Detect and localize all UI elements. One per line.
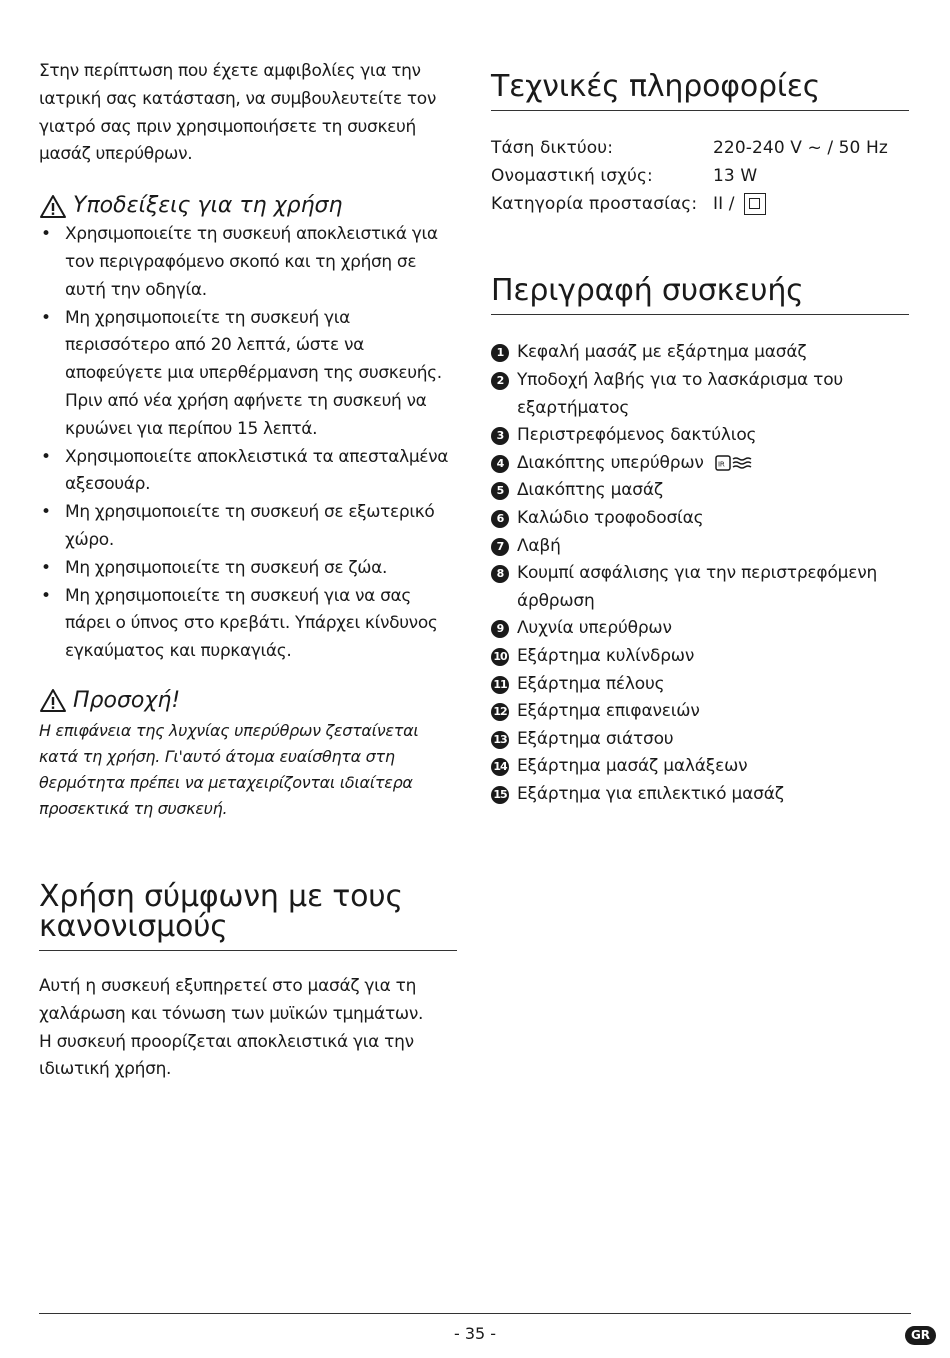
spec-label: Κατηγορία προστασίας:	[491, 193, 698, 214]
part-label: Εξάρτημα πέλους	[517, 673, 665, 694]
spec-label: Τάση δικτύου:	[491, 138, 614, 158]
parts-list	[491, 339, 911, 808]
number-badge: 5	[491, 482, 509, 500]
list-item	[491, 753, 911, 781]
list-item	[491, 671, 911, 699]
language-badge: GR	[905, 1326, 936, 1345]
caution-text: Η επιφάνεια της λυχνίας υπερύθρων ζεσταίνεται κατά τη χρήση. Γι'αυτό άτομα ευαίσθητα στη θερμότητα πρέπει να μεταχειρίζονται ιδιαίτερα προσεκτικά τη συσκευή.	[39, 720, 419, 818]
protection-class-ii-icon	[744, 193, 766, 215]
number-badge: 2	[491, 372, 509, 390]
list-item	[491, 698, 911, 726]
part-label: Εξάρτημα κυλίνδρων	[517, 645, 695, 666]
warning-icon	[39, 194, 67, 219]
list-item: • Χρησιμοποιείτε τη συσκευή αποκλειστικά για τον περιγραφόμενο σκοπό και τη χρήση σε αυτή την οδηγία.	[39, 221, 459, 304]
list-item	[491, 339, 911, 367]
usage-notes-list	[39, 221, 459, 666]
usage-notes-heading	[39, 191, 459, 221]
left-column	[39, 58, 459, 1084]
list-item: • Μη χρησιμοποιείτε τη συσκευή για να σας πάρει ο ύπνος στο κρεβάτι. Υπάρχει κίνδυνος εγκαύματος και πυρκαγιάς.	[39, 583, 459, 666]
spec-label: Ονομαστική ισχύς:	[491, 165, 653, 186]
list-item	[491, 643, 911, 671]
list-item: • Μη χρησιμοποιείτε τη συσκευή σε εξωτερικό χώρο.	[39, 499, 459, 555]
part-label: Κεφαλή μασάζ με εξάρτημα μασάζ	[517, 342, 807, 363]
list-item	[491, 533, 911, 561]
list-item	[491, 505, 911, 533]
tech-info-heading: Τεχνικές πληροφορίες	[491, 72, 909, 111]
part-label: Εξάρτημα για επιλεκτικό μασάζ	[517, 783, 784, 804]
warning-icon	[39, 688, 67, 713]
infrared-icon	[714, 453, 752, 473]
number-badge: 13	[491, 731, 509, 749]
part-label: Διακόπτης μασάζ	[517, 480, 663, 501]
list-item	[491, 477, 911, 505]
footer-divider	[39, 1313, 911, 1314]
svg-text:IR: IR	[717, 460, 725, 469]
list-item	[491, 781, 911, 809]
intended-use-title-line2: κανονισμούς	[39, 908, 228, 944]
number-badge: 10	[491, 648, 509, 666]
usage-notes-title: Υποδείξεις για τη χρήση	[73, 193, 343, 219]
part-label: Περιστρεφόμενος δακτύλιος	[517, 425, 757, 446]
list-item: • Μη χρησιμοποιείτε τη συσκευή για περισσότερο από 20 λεπτά, ώστε να αποφεύγετε μια υπερθέρμανση της συσκευής. Πριν από νέα χρήση αφήνετε τη συσκευή να κρυώνει για περίπου 15 λεπτά.	[39, 305, 459, 444]
list-item	[491, 726, 911, 754]
list-item	[491, 367, 911, 422]
spec-value: II /	[713, 193, 735, 214]
device-description-heading: Περιγραφή συσκευής	[491, 276, 909, 315]
number-badge: 3	[491, 427, 509, 445]
spec-row	[491, 163, 888, 191]
number-badge: 14	[491, 758, 509, 776]
number-badge: 1	[491, 344, 509, 362]
number-badge: 4	[491, 455, 509, 473]
part-label: Λυχνία υπερύθρων	[517, 618, 672, 639]
spec-value: 220-240 V ~ / 50 Hz	[713, 138, 888, 158]
part-label: Εξάρτημα μασάζ μαλάξεων	[517, 756, 748, 777]
intro-paragraph: Στην περίπτωση που έχετε αμφιβολίες για την ιατρική σας κατάσταση, να συμβουλευτείτε τον γιατρό σας πριν χρησιμοποιήσετε τη συσκευή μασάζ υπερύθρων.	[39, 61, 436, 165]
intended-use-text-2: Η συσκευή προορίζεται αποκλειστικά για την ιδιωτική χρήση.	[39, 1031, 414, 1080]
caution-heading	[39, 686, 459, 716]
spec-row	[491, 191, 888, 219]
list-item	[491, 450, 911, 478]
spec-value: 13 W	[713, 165, 758, 186]
part-label: Διακόπτης υπερύθρων	[517, 452, 704, 473]
caution-title: Προσοχή!	[73, 687, 181, 713]
number-badge: 9	[491, 620, 509, 638]
spec-value-cell	[713, 191, 888, 219]
part-label: Εξάρτημα σιάτσου	[517, 728, 674, 749]
number-badge: 12	[491, 703, 509, 721]
right-column	[491, 69, 911, 808]
number-badge: 8	[491, 565, 509, 583]
part-label: Εξάρτημα επιφανειών	[517, 701, 700, 722]
part-label: Λαβή	[517, 535, 561, 556]
list-item	[491, 615, 911, 643]
number-badge: 6	[491, 510, 509, 528]
number-badge: 7	[491, 538, 509, 556]
number-badge: 15	[491, 786, 509, 804]
list-item: • Μη χρησιμοποιείτε τη συσκευή σε ζώα.	[39, 555, 459, 583]
list-item	[491, 422, 911, 450]
intended-use-title-line1: Χρήση σύμφωνη με τους	[39, 878, 403, 914]
part-label: Κουμπί ασφάλισης για την περιστρεφόμενη άρθρωση	[517, 563, 878, 611]
spec-row	[491, 135, 888, 163]
part-label: Καλώδιο τροφοδοσίας	[517, 507, 704, 528]
spec-table	[491, 135, 888, 218]
list-item: • Χρησιμοποιείτε αποκλειστικά τα απεσταλμένα αξεσουάρ.	[39, 444, 459, 500]
list-item	[491, 560, 911, 615]
page-number: - 35 -	[453, 1324, 497, 1343]
number-badge: 11	[491, 676, 509, 694]
part-label: Υποδοχή λαβής για το λασκάρισμα του εξαρτήματος	[517, 369, 844, 418]
intended-use-heading	[39, 878, 457, 951]
intended-use-text-1: Αυτή η συσκευή εξυπηρετεί στο μασάζ για τη χαλάρωση και τόνωση των μυϊκών τμημάτων.	[39, 975, 424, 1024]
